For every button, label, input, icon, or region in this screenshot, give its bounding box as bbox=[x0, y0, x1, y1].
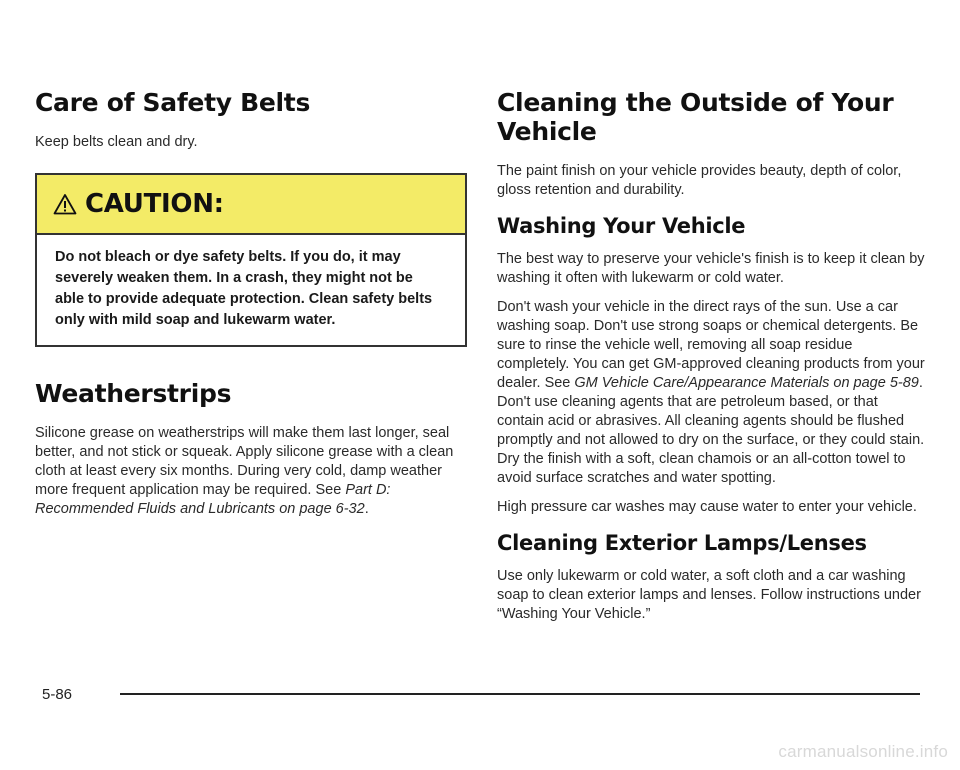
weatherstrips-heading: Weatherstrips bbox=[35, 379, 232, 408]
caution-header bbox=[37, 175, 465, 235]
page-number: 5-86 bbox=[42, 686, 73, 703]
cleaning-outside-heading: Cleaning the Outside of Your Vehicle bbox=[497, 88, 894, 146]
caution-text: Do not bleach or dye safety belts. If you do, it may severely weaken them. In a crash, they might not be able to provide adequate protection. Clean safety belts only with mild soap and lukewarm water. bbox=[55, 249, 433, 328]
caution-box bbox=[35, 173, 467, 347]
cleaning-lamps-heading: Cleaning Exterior Lamps/Lenses bbox=[497, 531, 867, 555]
washing-paragraph-2 bbox=[497, 298, 927, 488]
caution-label: CAUTION: bbox=[85, 189, 224, 219]
weatherstrips-text-main: Silicone grease on weatherstrips will make them last longer, seal better, and not stick or squeak. Apply silicone grease with a clean cloth at least every six months. During very cold, damp weather more frequent application may be required. See bbox=[35, 425, 454, 498]
washing-paragraph-1: The best way to preserve your vehicle's finish is to keep it clean by washing it often with lukewarm or cold water. bbox=[497, 251, 925, 286]
right-column bbox=[497, 88, 927, 634]
washing-paragraph-3: High pressure car washes may cause water to enter your vehicle. bbox=[497, 499, 917, 515]
care-of-safety-belts-heading: Care of Safety Belts bbox=[35, 88, 311, 117]
washing-vehicle-heading: Washing Your Vehicle bbox=[497, 214, 746, 238]
cleaning-outside-text: The paint finish on your vehicle provides beauty, depth of color, gloss retention and durability. bbox=[497, 163, 902, 198]
footer-divider bbox=[120, 693, 920, 695]
cleaning-lamps-text: Use only lukewarm or cold water, a soft cloth and a car washing soap to clean exterior lamps and lenses. Follow instructions under “Washing Your Vehicle.” bbox=[497, 568, 921, 622]
warning-triangle-icon bbox=[53, 193, 77, 215]
left-column bbox=[35, 88, 467, 529]
care-text: Keep belts clean and dry. bbox=[35, 134, 198, 150]
watermark: carmanualsonline.info bbox=[778, 742, 948, 761]
weatherstrips-reference: Part D: Recommended Fluids and Lubricants on page 6-32 bbox=[35, 482, 391, 517]
weatherstrips-text bbox=[35, 424, 467, 519]
washing-reference: GM Vehicle Care/Appearance Materials on page 5-89 bbox=[574, 375, 919, 391]
washing-paragraph-2-end: . Don't use cleaning agents that are petroleum based, or that contain acid or abrasives. All cleaning agents should be flushed promptly and not allowed to dry on the surface, or they could stain. Dry the finish with a soft, clean chamois or an all-cotton towel to avoid surface scratches and water spotting. bbox=[497, 375, 925, 486]
weatherstrips-text-end: . bbox=[364, 501, 369, 517]
washing-paragraph-2-main: Don't wash your vehicle in the direct rays of the sun. Use a car washing soap. Don't use strong soaps or chemical detergents. Be sure to rinse the vehicle well, removing all soap residue completely. You can get GM-approved cleaning products from your dealer. See bbox=[497, 299, 925, 391]
